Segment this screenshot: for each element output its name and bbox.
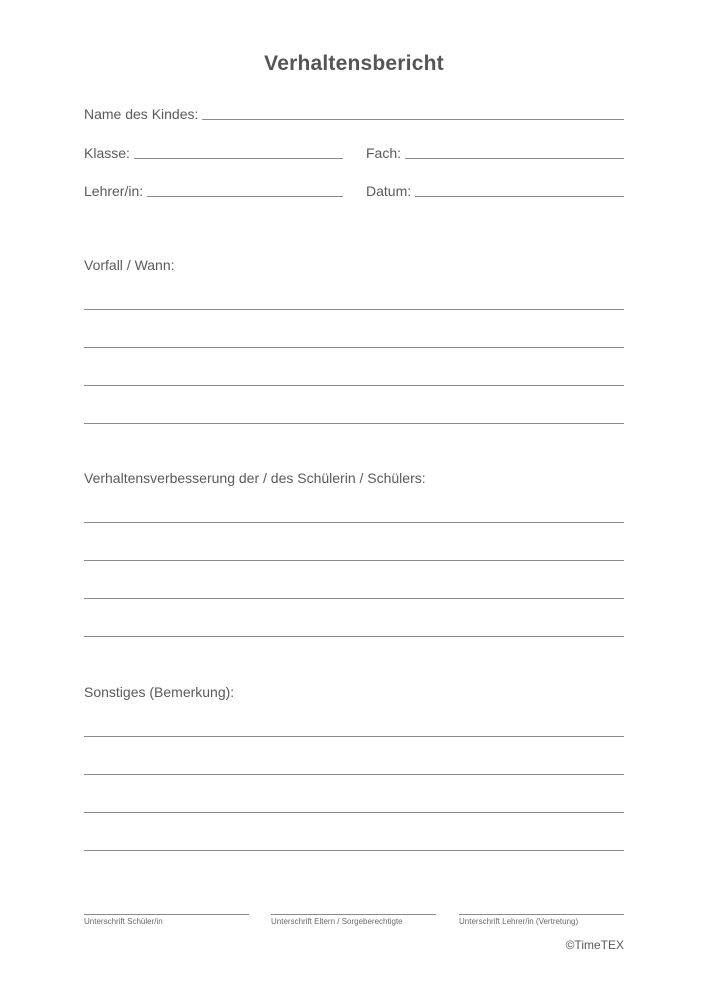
signature-line[interactable]: [84, 914, 249, 915]
signature-line[interactable]: [459, 914, 624, 915]
copyright-text: ©TimeTEX: [565, 938, 624, 952]
datum-field: [366, 179, 624, 199]
signature-parents: [271, 914, 436, 926]
section-label-verbesserung: Verhaltensverbesserung der / des Schülerin / Schülers:: [84, 470, 426, 486]
datum-label: Datum:: [366, 183, 412, 199]
section-label-vorfall: Vorfall / Wann:: [84, 257, 175, 273]
signature-label: Unterschrift Schüler/in: [84, 917, 163, 926]
page-title: Verhaltensbericht: [264, 52, 444, 75]
klasse-label: Klasse:: [84, 145, 130, 161]
fach-field: [366, 141, 624, 161]
datum-blank-line[interactable]: [415, 182, 624, 197]
writing-line[interactable]: [84, 309, 624, 310]
writing-line[interactable]: [84, 636, 624, 637]
section-label-sonstiges: Sonstiges (Bemerkung):: [84, 684, 235, 700]
fach-label: Fach:: [366, 145, 402, 161]
writing-line[interactable]: [84, 850, 624, 851]
signature-label: Unterschrift Lehrer/in (Vertretung): [459, 917, 579, 926]
writing-line[interactable]: [84, 423, 624, 424]
writing-line[interactable]: [84, 522, 624, 523]
signature-line[interactable]: [271, 914, 436, 915]
writing-line[interactable]: [84, 385, 624, 386]
name-label: Name des Kindes:: [84, 106, 199, 122]
fach-blank-line[interactable]: [405, 144, 624, 159]
lehrer-label: Lehrer/in:: [84, 183, 144, 199]
signature-label: Unterschrift Eltern / Sorgeberechtigte: [271, 917, 403, 926]
klasse-field: [84, 141, 343, 161]
writing-line[interactable]: [84, 347, 624, 348]
signature-student: [84, 914, 249, 926]
writing-line[interactable]: [84, 560, 624, 561]
lehrer-field: [84, 179, 343, 199]
writing-line[interactable]: [84, 774, 624, 775]
writing-line[interactable]: [84, 736, 624, 737]
name-blank-line[interactable]: [202, 105, 624, 120]
klasse-blank-line[interactable]: [134, 144, 343, 159]
signature-teacher: [459, 914, 624, 926]
lehrer-blank-line[interactable]: [147, 182, 343, 197]
writing-line[interactable]: [84, 598, 624, 599]
name-field: [84, 102, 624, 122]
writing-line[interactable]: [84, 812, 624, 813]
